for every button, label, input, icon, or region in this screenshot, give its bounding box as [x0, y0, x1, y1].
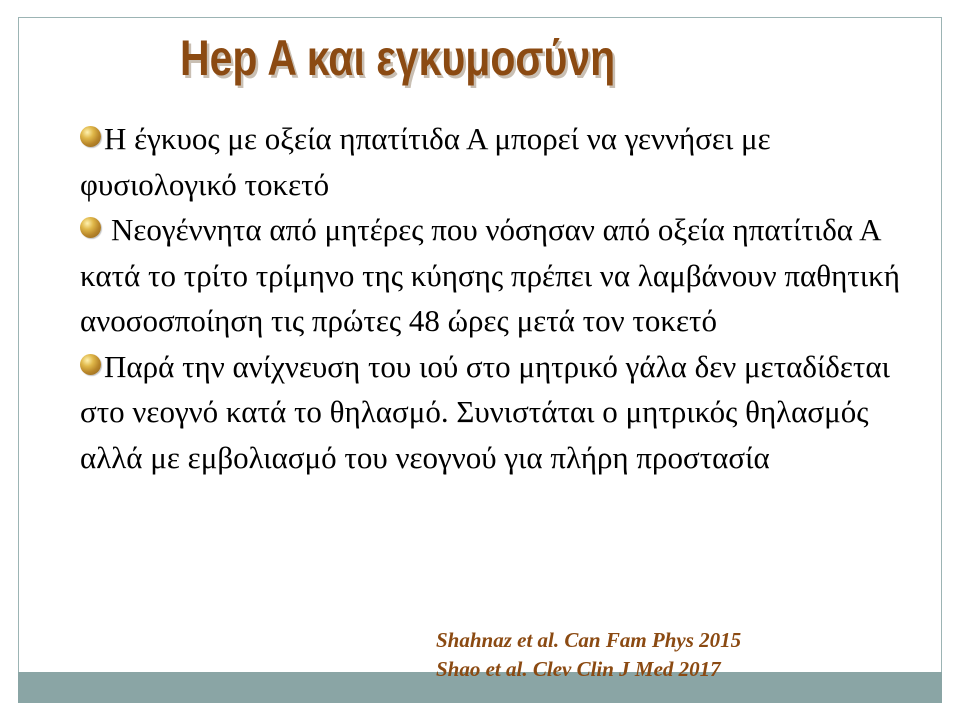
citation: Shahnaz et al. Can Fam Phys 2015 — [436, 628, 742, 652]
bullet-item — [80, 116, 900, 207]
gold-bullet-icon — [80, 126, 101, 147]
gold-bullet-icon — [80, 217, 101, 238]
bullet-text: Νεογέννητα από μητέρες που νόσησαν από οξεία ηπατίτιδα Α κατά το τρίτο τρίμηνο της κύησης πρέπει να λαμβάνουν παθητική ανοσοσποίηση τις πρώτες 48 ώρες μετά τον τοκετό — [80, 212, 900, 338]
citations — [436, 626, 741, 684]
bullet-text: Η έγκυος με οξεία ηπατίτιδα Α μπορεί να γεννήσει με φυσιολογικό τοκετό — [80, 121, 771, 202]
gold-bullet-icon — [80, 354, 101, 375]
bullet-item — [80, 207, 900, 344]
bullet-item — [80, 344, 900, 481]
bullet-text: Παρά την ανίχνευση του ιού στο μητρικό γάλα δεν μεταδίδεται στο νεογνό κατά το θηλασμό. Συνιστάται ο μητρικός θηλασμός αλλά με εμβολιασμό του νεογνού για πλήρη προστασία — [80, 348, 890, 475]
citation: Shao et al. Clev Clin J Med 2017 — [436, 657, 721, 681]
bullet-list — [80, 116, 900, 480]
slide-title: Hep A και εγκυμοσύνη — [180, 30, 616, 86]
